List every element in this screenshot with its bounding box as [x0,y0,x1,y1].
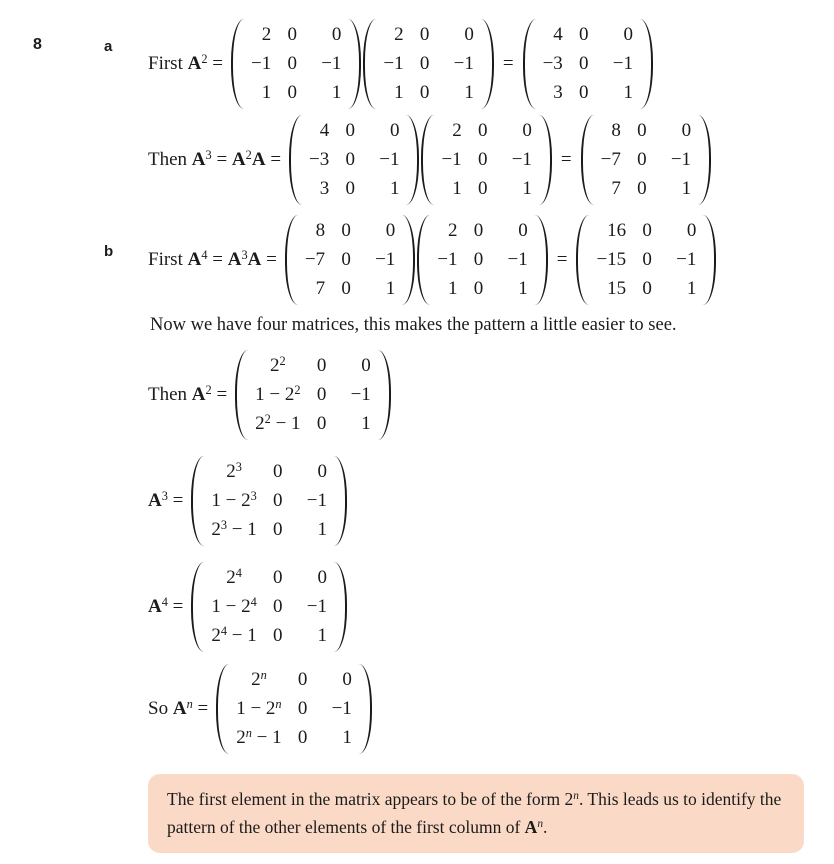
solution-content [148,0,834,853]
text-run: . This leads us to identify the pattern of the other elements of the first column of [167,789,782,837]
text-run: = [211,384,228,405]
matrix-right-paren [539,115,552,205]
matrix-cell: −7 [600,149,621,170]
text-run: Then [148,384,192,405]
matrix-grid [430,215,534,305]
matrix-cell: −1 [676,249,697,270]
matrix-cell: 0 [579,53,589,74]
matrix-left-paren [285,215,298,305]
text-run: So [148,698,173,719]
superscript: n [275,696,282,711]
matrix-cell: 0 [389,120,400,141]
matrix-cell: −1 [453,53,474,74]
matrix-cell: 0 [579,82,589,103]
matrix-cell: −1 [383,53,404,74]
text-run: = [167,490,184,511]
matrix-left-paren [417,215,430,305]
matrix-right-paren [334,562,347,652]
superscript: 3 [241,247,248,262]
matrix-cell: −3 [309,149,330,170]
matrix-left-paren [231,19,244,109]
matrix-cell: $1 - 2^4$ [211,594,257,617]
matrix-cell: 1 [522,178,532,199]
math-variable: A [247,249,262,270]
text-run: = [265,149,282,170]
matrix-cell: −1 [379,149,400,170]
matrix-grid [229,664,359,754]
matrix-cell: 0 [341,220,351,241]
text-run: = [211,149,232,170]
matrix-cell: 0 [317,567,327,588]
matrix-cell: 1 [623,82,634,103]
matrix-left-paren [576,215,589,305]
matrix-cell: 0 [297,698,308,719]
matrix-left-paren [191,562,204,652]
matrix-cell: −1 [306,596,327,617]
matrix-cell: 16 [607,220,627,241]
equation-label [148,53,223,75]
matrix-cell: 1 [317,625,327,646]
matrix-cell: 0 [686,220,697,241]
math-variable: A [524,817,538,837]
matrix-cell: 0 [342,669,352,690]
matrix-cell: $2^3$ [226,459,242,482]
pattern-intro-paragraph: Now we have four matrices, this makes the pattern a little easier to see. [150,315,677,335]
matrix-cell: 8 [611,120,621,141]
question-number: 8 [33,36,42,53]
matrix-cell: 0 [518,220,528,241]
matrix-cell: 0 [273,519,283,540]
matrix-grid [536,19,640,109]
matrix-cell: 0 [297,727,308,748]
matrix-cell: 0 [637,178,647,199]
matrix-right-paren [703,215,716,305]
matrix-cell: 8 [315,220,326,241]
matrix-cell: 2$^n$ [251,667,267,690]
matrix-cell: 7 [315,278,326,299]
matrix-grid [434,115,538,205]
matrix-cell: 0 [642,249,652,270]
matrix-cell: 1 [342,727,352,748]
equation-label [148,149,281,171]
matrix [523,19,653,109]
superscript: 4 [235,565,242,580]
matrix-cell: 0 [473,249,484,270]
matrix [231,19,361,109]
math-variable: A [251,149,266,170]
superscript: 2 [264,411,271,426]
superscript: n [245,725,252,740]
matrix-cell: 1 [681,178,692,199]
text-run: The first element in the matrix appears to be of the form [167,789,565,809]
matrix-cell: −1 [670,149,692,170]
matrix-cell: 1 [518,278,528,299]
equals-sign: = [502,53,514,74]
matrix [235,350,391,440]
matrix-cell: −1 [306,490,327,511]
matrix-cell: 1 [464,82,474,103]
superscript: 3 [235,459,242,474]
part-a-label: a [104,38,113,55]
math-variable: A [231,149,246,170]
matrix-cell: 0 [273,490,283,511]
math-variable: A [187,53,202,74]
matrix-cell: $1 - 2^3$ [211,488,257,511]
matrix-cell: −1 [507,249,528,270]
matrix-grid [376,19,480,109]
equation-label [148,596,183,618]
matrix [581,115,711,205]
matrix-right-paren [698,115,711,205]
matrix [417,215,547,305]
matrix-cell: 0 [287,24,297,45]
matrix-right-paren [334,456,347,546]
matrix-cell: 0 [287,82,297,103]
matrix-cell: 0 [642,220,652,241]
matrix [216,664,372,754]
matrix-right-paren [378,350,391,440]
equation-label [148,698,208,720]
equals-sign: = [560,149,572,170]
matrix [363,19,493,109]
superscript: n [186,696,193,711]
matrix-cell: 7 [611,178,621,199]
matrix-grid [204,456,334,546]
matrix-cell: 0 [522,120,532,141]
superscript: 4 [250,594,257,609]
matrix-cell: 0 [385,220,396,241]
math-variable: A [172,698,187,719]
matrix [289,115,419,205]
solution-lines-patterns [148,350,834,754]
matrix-cell: 0 [419,53,430,74]
matrix-cell: 0 [345,178,355,199]
matrix-cell: 1 [452,178,462,199]
matrix-cell: −1 [331,698,352,719]
matrix-product [235,350,391,440]
matrix-left-paren [289,115,302,205]
matrix-left-paren [191,456,204,546]
matrix-product [191,562,347,652]
matrix-cell: 1 [385,278,396,299]
matrix-grid [589,215,703,305]
matrix-cell: −1 [321,53,342,74]
matrix-cell: −15 [596,249,627,270]
matrix [421,115,551,205]
matrix-product [216,664,372,754]
matrix-grid [298,215,402,305]
matrix-right-paren [535,215,548,305]
superscript: n [573,790,579,803]
superscript: 2 [294,382,301,397]
text-run: Then [148,149,192,170]
text-run: First [148,249,188,270]
matrix-cell: 0 [473,278,484,299]
superscript: 4 [220,623,228,638]
matrix-left-paren [523,19,536,109]
superscript: 4 [161,594,168,609]
matrix-cell: 1 [686,278,697,299]
matrix-cell: −1 [437,249,458,270]
matrix-cell: 1 [331,82,342,103]
matrix-cell: 0 [477,120,488,141]
matrix-cell: 0 [637,120,647,141]
equals-sign: = [556,249,568,270]
matrix-cell: 0 [419,24,430,45]
matrix-cell: 0 [287,53,297,74]
superscript: 4 [201,247,208,262]
superscript: n [537,818,543,831]
hint-note-box [148,774,804,853]
matrix-grid [244,19,348,109]
equation-line-b-first-A4 [148,215,834,305]
matrix-cell: 0 [477,178,488,199]
matrix-right-paren [402,215,415,305]
matrix-cell: 1 [361,413,371,434]
equation-line-An-general [148,664,834,754]
matrix-cell: −1 [250,53,272,74]
matrix-cell: 0 [681,120,692,141]
hint-note-text [167,789,781,837]
matrix-cell: 0 [637,149,647,170]
matrix-cell: 0 [316,413,327,434]
matrix-cell: 0 [477,149,488,170]
text-run: = [261,249,277,270]
matrix [576,215,716,305]
matrix-cell: 0 [341,249,351,270]
matrix-cell: 0 [341,278,351,299]
math-variable: A [148,596,162,617]
math-variable: A [191,384,206,405]
matrix-product [191,456,347,546]
math-variable: A [227,249,242,270]
matrix-cell: $2^3 - 1$ [211,517,257,540]
equation-label [148,384,227,406]
matrix-cell: 1 [317,519,327,540]
matrix-cell: 2 [448,220,458,241]
matrix-cell: 0 [273,461,283,482]
matrix-grid [302,115,406,205]
matrix-cell: 0 [317,461,327,482]
matrix-cell: 2 [452,120,462,141]
matrix-grid [248,350,378,440]
part-b-label: b [104,243,114,260]
matrix-cell: $2^2 - 1$ [255,411,301,434]
superscript: 2 [279,353,286,368]
matrix-cell: 1 [448,278,458,299]
matrix-cell: 0 [642,278,652,299]
text-run: = [207,249,228,270]
matrix-left-paren [421,115,434,205]
equation-line-then-A2-pattern [148,350,834,440]
matrix-cell: 1 [261,82,272,103]
matrix-cell: 0 [464,24,474,45]
equation-line-A3-pattern [148,456,834,546]
matrix-left-paren [581,115,594,205]
matrix-left-paren [363,19,376,109]
matrix-cell: $1 - 2^2$ [255,382,301,405]
matrix-cell: $1 - 2^n$ [236,696,282,719]
matrix-cell: 0 [579,24,589,45]
matrix-product [289,115,552,205]
matrix-cell: $2^4 - 1$ [211,623,257,646]
matrix-cell: 0 [331,24,342,45]
superscript: 3 [205,147,212,162]
matrix-cell: 0 [473,220,484,241]
matrix-cell: 3 [553,82,563,103]
matrix-right-paren [359,664,372,754]
text-run: 2 [564,789,574,809]
matrix-product [231,19,494,109]
matrix-cell: 0 [345,149,355,170]
matrix-cell: −1 [511,149,532,170]
matrix-cell: 0 [345,120,355,141]
matrix-cell: 0 [419,82,430,103]
matrix-cell: −3 [542,53,563,74]
matrix-grid [204,562,334,652]
matrix-cell: 1 [394,82,404,103]
matrix-cell: 0 [273,567,283,588]
matrix-right-paren [640,19,653,109]
text-run: First [148,53,188,74]
matrix-cell: −7 [304,249,326,270]
matrix-cell: 2 [394,24,404,45]
solution-lines-products [148,19,834,305]
matrix [285,215,415,305]
matrix-left-paren [216,664,229,754]
matrix-cell: 4 [319,120,330,141]
superscript: n [260,667,267,682]
superscript: 3 [250,488,257,503]
superscript: 2 [245,147,252,162]
text-run: = [207,53,223,74]
text-run: = [192,698,209,719]
matrix-cell: 0 [297,669,308,690]
matrix-cell: 1 [389,178,400,199]
superscript: 2 [201,51,208,66]
matrix-cell: 4 [553,24,563,45]
superscript: 3 [220,517,228,532]
matrix-left-paren [235,350,248,440]
text-run: = [167,596,184,617]
matrix-right-paren [481,19,494,109]
matrix-right-paren [348,19,361,109]
matrix-cell: 0 [273,596,283,617]
matrix-cell: 0 [623,24,634,45]
equation-label [148,490,183,512]
matrix-cell: 0 [361,355,371,376]
matrix-right-paren [406,115,419,205]
matrix-cell: 0 [316,355,327,376]
matrix-cell: −1 [375,249,396,270]
equation-line-a-first-A2 [148,19,834,109]
superscript: 3 [161,488,168,503]
matrix-product [285,215,548,305]
math-variable: A [187,249,202,270]
matrix-cell: −1 [350,384,371,405]
matrix-cell: −1 [612,53,634,74]
matrix-cell: −1 [441,149,462,170]
matrix-cell: 0 [273,625,283,646]
equation-line-a-then-A3 [148,115,834,205]
matrix-cell: 2 [261,24,272,45]
matrix-cell: 3 [319,178,330,199]
matrix-grid [594,115,698,205]
equation-label [148,249,277,271]
matrix-cell: 15 [607,278,627,299]
superscript: 2 [205,382,212,397]
equation-line-A4-pattern [148,562,834,652]
text-run: . [543,817,548,837]
matrix-cell: $2^n - 1$ [236,725,282,748]
matrix-cell: $2^4$ [226,565,242,588]
matrix [191,562,347,652]
math-variable: A [148,490,162,511]
math-variable: A [191,149,206,170]
matrix-cell: $2^2$ [270,353,286,376]
matrix [191,456,347,546]
matrix-cell: 0 [316,384,327,405]
